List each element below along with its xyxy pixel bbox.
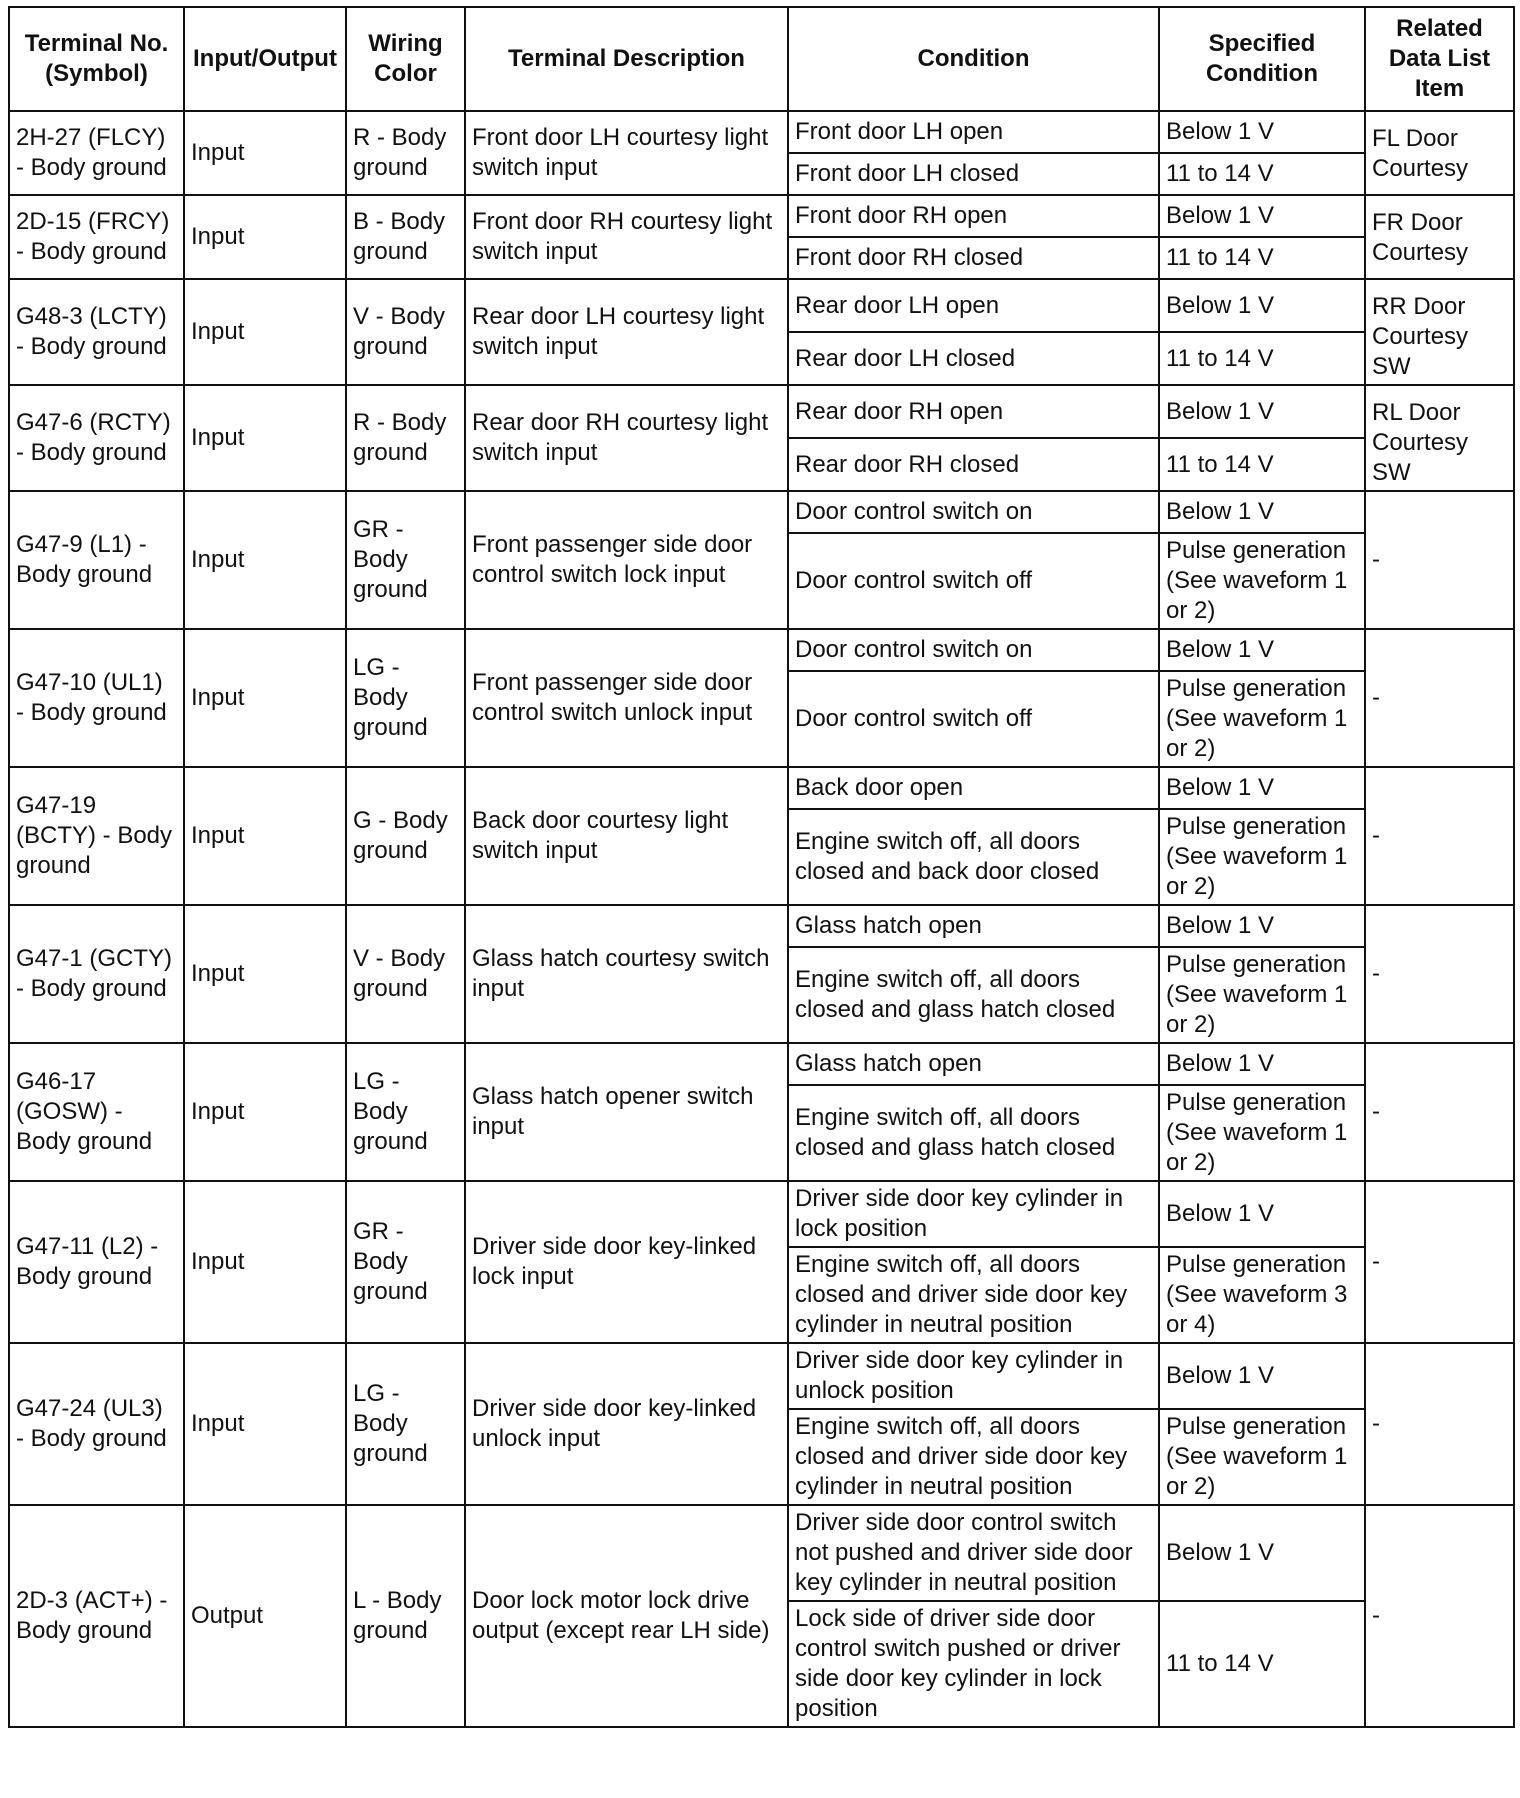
wiring-cell: LG - Body ground [346,1343,465,1505]
io-cell: Output [184,1505,346,1727]
table-row [9,1181,1514,1247]
io-cell: Input [184,905,346,1043]
table-row [9,491,1514,533]
specified-cell: Below 1 V [1159,767,1365,809]
terminal-cell: G47-1 (GCTY) - Body ground [9,905,184,1043]
wiring-cell: L - Body ground [346,1505,465,1727]
specified-cell: Pulse generation (See waveform 1 or 2) [1159,809,1365,905]
wiring-cell: LG - Body ground [346,629,465,767]
condition-cell: Engine switch off, all doors closed and glass hatch closed [788,1085,1159,1181]
table-row [9,767,1514,809]
terminal-cell: G47-11 (L2) - Body ground [9,1181,184,1343]
condition-cell: Driver side door key cylinder in lock position [788,1181,1159,1247]
description-cell: Back door courtesy light switch input [465,767,788,905]
specified-cell: 11 to 14 V [1159,438,1365,491]
header-condition: Condition [788,7,1159,111]
specified-cell: Below 1 V [1159,905,1365,947]
wiring-cell: R - Body ground [346,111,465,195]
io-cell: Input [184,629,346,767]
specified-cell: Pulse generation (See waveform 3 or 4) [1159,1247,1365,1343]
table-row [9,905,1514,947]
condition-cell: Door control switch off [788,671,1159,767]
terminal-cell: G47-19 (BCTY) - Body ground [9,767,184,905]
io-cell: Input [184,385,346,491]
terminal-cell: 2H-27 (FLCY) - Body ground [9,111,184,195]
related-cell: - [1365,1505,1514,1727]
related-cell: - [1365,905,1514,1043]
description-cell: Driver side door key-linked unlock input [465,1343,788,1505]
condition-cell: Rear door RH open [788,385,1159,438]
specified-cell: Pulse generation (See waveform 1 or 2) [1159,1409,1365,1505]
condition-cell: Engine switch off, all doors closed and driver side door key cylinder in neutral position [788,1247,1159,1343]
related-cell: FL Door Courtesy [1365,111,1514,195]
related-cell: RR Door Courtesy SW [1365,279,1514,385]
header-io: Input/Output [184,7,346,111]
condition-cell: Engine switch off, all doors closed and back door closed [788,809,1159,905]
related-cell: - [1365,629,1514,767]
description-cell: Glass hatch courtesy switch input [465,905,788,1043]
related-cell: - [1365,1181,1514,1343]
header-related: Related Data List Item [1365,7,1514,111]
condition-cell: Driver side door control switch not pushed and driver side door key cylinder in neutral position [788,1505,1159,1601]
terminal-spec-sheet [8,6,1513,1728]
io-cell: Input [184,491,346,629]
description-cell: Front door RH courtesy light switch input [465,195,788,279]
related-cell: FR Door Courtesy [1365,195,1514,279]
io-cell: Input [184,1343,346,1505]
io-cell: Input [184,195,346,279]
wiring-cell: G - Body ground [346,767,465,905]
wiring-cell: B - Body ground [346,195,465,279]
condition-cell: Door control switch on [788,629,1159,671]
specified-cell: Pulse generation (See waveform 1 or 2) [1159,1085,1365,1181]
description-cell: Front passenger side door control switch lock input [465,491,788,629]
related-cell: - [1365,491,1514,629]
terminal-cell: G46-17 (GOSW) - Body ground [9,1043,184,1181]
condition-cell: Driver side door key cylinder in unlock position [788,1343,1159,1409]
related-cell: RL Door Courtesy SW [1365,385,1514,491]
specified-cell: Below 1 V [1159,111,1365,153]
condition-cell: Front door LH open [788,111,1159,153]
description-cell: Rear door RH courtesy light switch input [465,385,788,491]
io-cell: Input [184,767,346,905]
specified-cell: Below 1 V [1159,195,1365,237]
specified-cell: 11 to 14 V [1159,153,1365,195]
header-row [9,7,1514,111]
condition-cell: Lock side of driver side door control switch pushed or driver side door key cylinder in lock position [788,1601,1159,1727]
condition-cell: Front door LH closed [788,153,1159,195]
terminal-cell: 2D-15 (FRCY) - Body ground [9,195,184,279]
condition-cell: Back door open [788,767,1159,809]
specified-cell: Below 1 V [1159,1043,1365,1085]
terminal-cell: G47-6 (RCTY) - Body ground [9,385,184,491]
condition-cell: Engine switch off, all doors closed and driver side door key cylinder in neutral position [788,1409,1159,1505]
condition-cell: Door control switch off [788,533,1159,629]
condition-cell: Door control switch on [788,491,1159,533]
specified-cell: Pulse generation (See waveform 1 or 2) [1159,533,1365,629]
wiring-cell: LG - Body ground [346,1043,465,1181]
condition-cell: Rear door LH closed [788,332,1159,385]
wiring-cell: GR - Body ground [346,1181,465,1343]
related-cell: - [1365,1043,1514,1181]
description-cell: Glass hatch opener switch input [465,1043,788,1181]
specified-cell: Below 1 V [1159,629,1365,671]
condition-cell: Rear door LH open [788,279,1159,332]
specified-cell: 11 to 14 V [1159,1601,1365,1727]
specified-cell: Below 1 V [1159,1505,1365,1601]
specified-cell: Below 1 V [1159,385,1365,438]
condition-cell: Engine switch off, all doors closed and glass hatch closed [788,947,1159,1043]
specified-cell: Below 1 V [1159,1181,1365,1247]
terminal-cell: G48-3 (LCTY) - Body ground [9,279,184,385]
description-cell: Rear door LH courtesy light switch input [465,279,788,385]
table-row [9,111,1514,153]
description-cell: Door lock motor lock drive output (except rear LH side) [465,1505,788,1727]
condition-cell: Glass hatch open [788,1043,1159,1085]
wiring-cell: R - Body ground [346,385,465,491]
header-terminal: Terminal No. (Symbol) [9,7,184,111]
header-wiring: Wiring Color [346,7,465,111]
specified-cell: Pulse generation (See waveform 1 or 2) [1159,947,1365,1043]
specified-cell: 11 to 14 V [1159,237,1365,279]
io-cell: Input [184,279,346,385]
table-row [9,1343,1514,1409]
specified-cell: Below 1 V [1159,1343,1365,1409]
terminal-cell: G47-9 (L1) - Body ground [9,491,184,629]
specified-cell: Below 1 V [1159,279,1365,332]
table-row [9,279,1514,332]
terminal-cell: G47-24 (UL3) - Body ground [9,1343,184,1505]
wiring-cell: V - Body ground [346,279,465,385]
table-row [9,195,1514,237]
io-cell: Input [184,111,346,195]
terminal-table [8,6,1515,1728]
specified-cell: Pulse generation (See waveform 1 or 2) [1159,671,1365,767]
description-cell: Driver side door key-linked lock input [465,1181,788,1343]
wiring-cell: V - Body ground [346,905,465,1043]
table-row [9,1043,1514,1085]
related-cell: - [1365,767,1514,905]
condition-cell: Front door RH closed [788,237,1159,279]
description-cell: Front passenger side door control switch unlock input [465,629,788,767]
terminal-cell: G47-10 (UL1) - Body ground [9,629,184,767]
header-description: Terminal Description [465,7,788,111]
specified-cell: Below 1 V [1159,491,1365,533]
wiring-cell: GR - Body ground [346,491,465,629]
table-row [9,1505,1514,1601]
table-row [9,385,1514,438]
header-specified: Specified Condition [1159,7,1365,111]
condition-cell: Rear door RH closed [788,438,1159,491]
condition-cell: Glass hatch open [788,905,1159,947]
description-cell: Front door LH courtesy light switch input [465,111,788,195]
io-cell: Input [184,1181,346,1343]
condition-cell: Front door RH open [788,195,1159,237]
specified-cell: 11 to 14 V [1159,332,1365,385]
terminal-cell: 2D-3 (ACT+) - Body ground [9,1505,184,1727]
io-cell: Input [184,1043,346,1181]
table-row [9,629,1514,671]
related-cell: - [1365,1343,1514,1505]
